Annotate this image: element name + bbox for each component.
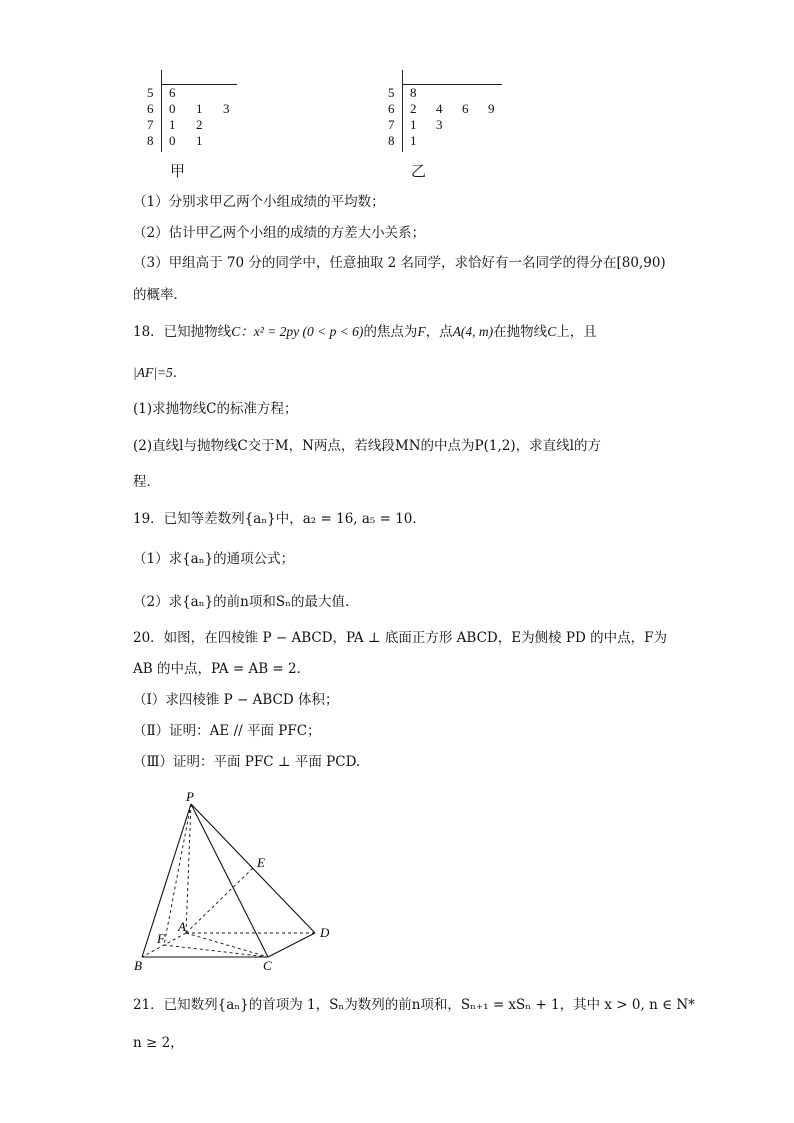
q17-part2: （2）估计甲乙两个小组的成绩的方差大小关系；	[133, 225, 426, 241]
q18-stem-e: 上，且	[556, 324, 597, 340]
label-a: A	[178, 919, 186, 934]
q17-part3-line1: （3）甲组高于 70 分的同学中，任意抽取 2 名同学，求恰好有一名同学的得分在[80,90)	[133, 255, 666, 271]
leaf-value: 2	[196, 117, 203, 132]
edge-pd	[191, 804, 315, 933]
stem-value: 6	[388, 101, 395, 116]
label-c: C	[263, 958, 272, 973]
leaf-value: 9	[488, 101, 495, 116]
q19-part2: （2）求{aₙ}的前n项和Sₙ的最大值.	[133, 594, 350, 610]
leaf-value: 0	[169, 101, 176, 116]
leaf-value: 6	[169, 85, 176, 100]
q18-cond-end: ．	[172, 365, 187, 381]
q19-part1: （1）求{aₙ}的通项公式；	[133, 551, 295, 567]
stem-value: 5	[388, 85, 395, 100]
q20-stem-line2: AB 的中点，PA = AB = 2．	[133, 661, 311, 677]
leaf-value: 1	[196, 133, 203, 148]
stem-header-line	[402, 84, 502, 85]
leaf-value: 1	[410, 117, 417, 132]
q18-equation: ：x² = 2py (0 < p < 6)	[240, 324, 364, 339]
q17-part1: （1）分别求甲乙两个小组成绩的平均数；	[133, 194, 385, 210]
stem-value: 8	[388, 133, 395, 148]
edge-ac	[186, 933, 268, 957]
edge-pc	[191, 804, 268, 957]
pyramid-figure	[120, 785, 350, 980]
q17-part3-line2: 的概率．	[133, 287, 187, 303]
q18-part1: (1)求抛物线C的标准方程；	[133, 401, 298, 417]
q19-stem: 19．已知等差数列{aₙ}中，a₂ = 16, a₅ = 10．	[133, 511, 426, 527]
edge-ae	[186, 868, 253, 933]
stem-value: 7	[388, 117, 395, 132]
caption-jia: 甲	[170, 162, 186, 180]
q18-stem-c: ，点	[425, 324, 453, 340]
leaf-value: 8	[410, 85, 417, 100]
q21-condition: n ≥ 2，	[133, 1035, 184, 1051]
leaf-value: 1	[169, 117, 176, 132]
edge-cd	[268, 933, 315, 957]
label-e: E	[257, 855, 265, 870]
q21-stem: 21．已知数列{aₙ}的首项为 1，Sₙ为数列的前n项和，Sₙ₊₁ = xSₙ + 1，其中 x > 0, n ∈ N*	[133, 997, 695, 1013]
label-d: D	[320, 925, 330, 940]
q18-stem-b: 的焦点为	[363, 324, 418, 340]
leaf-value: 0	[169, 133, 176, 148]
stem-value: 8	[147, 133, 154, 148]
leaf-value: 2	[410, 101, 417, 116]
q18-cond-expr: |AF|=5	[133, 365, 173, 380]
q18-var-f: F	[417, 324, 426, 339]
q20-part3: （Ⅲ）证明：平面 PFC ⊥ 平面 PCD.	[133, 754, 361, 770]
leaf-value: 6	[462, 101, 469, 116]
q18-var-c: C	[231, 324, 241, 339]
q20-part1: （Ⅰ）求四棱锥 P − ABCD 体积；	[133, 692, 339, 708]
label-p: P	[186, 789, 194, 804]
label-b: B	[134, 958, 142, 973]
edge-fc	[164, 945, 268, 957]
stem-divider	[402, 70, 403, 152]
leaf-value: 1	[410, 133, 417, 148]
label-f: F	[157, 931, 165, 946]
stem-value: 5	[147, 85, 154, 100]
q18-point-a: A(4, m)	[452, 324, 494, 339]
leaf-value: 4	[436, 101, 443, 116]
q18-stem	[133, 322, 597, 342]
q20-stem-line1: 20．如图，在四棱锥 P − ABCD，PA ⊥ 底面正方形 ABCD，E为侧棱 PD 的中点，F为	[133, 630, 667, 646]
leaf-value: 3	[223, 101, 230, 116]
caption-yi: 乙	[411, 162, 427, 180]
q18-condition	[133, 363, 186, 383]
q18-var-c2: C	[547, 324, 557, 339]
stem-value: 6	[147, 101, 154, 116]
q18-part2-line2: 程．	[133, 474, 160, 490]
leaf-value: 1	[196, 101, 203, 116]
leaf-value: 3	[436, 117, 443, 132]
edge-pa	[186, 804, 191, 933]
stem-value: 7	[147, 117, 154, 132]
stem-divider	[161, 70, 162, 152]
q18-stem-d: 在抛物线	[493, 324, 548, 340]
q20-part2: （Ⅱ）证明：AE // 平面 PFC；	[133, 723, 321, 739]
q18-part2-line1: (2)直线l与抛物线C交于M，N两点，若线段MN的中点为P(1,2)，求直线l的方	[133, 438, 601, 454]
q18-stem-a: 18．已知抛物线	[133, 324, 232, 340]
